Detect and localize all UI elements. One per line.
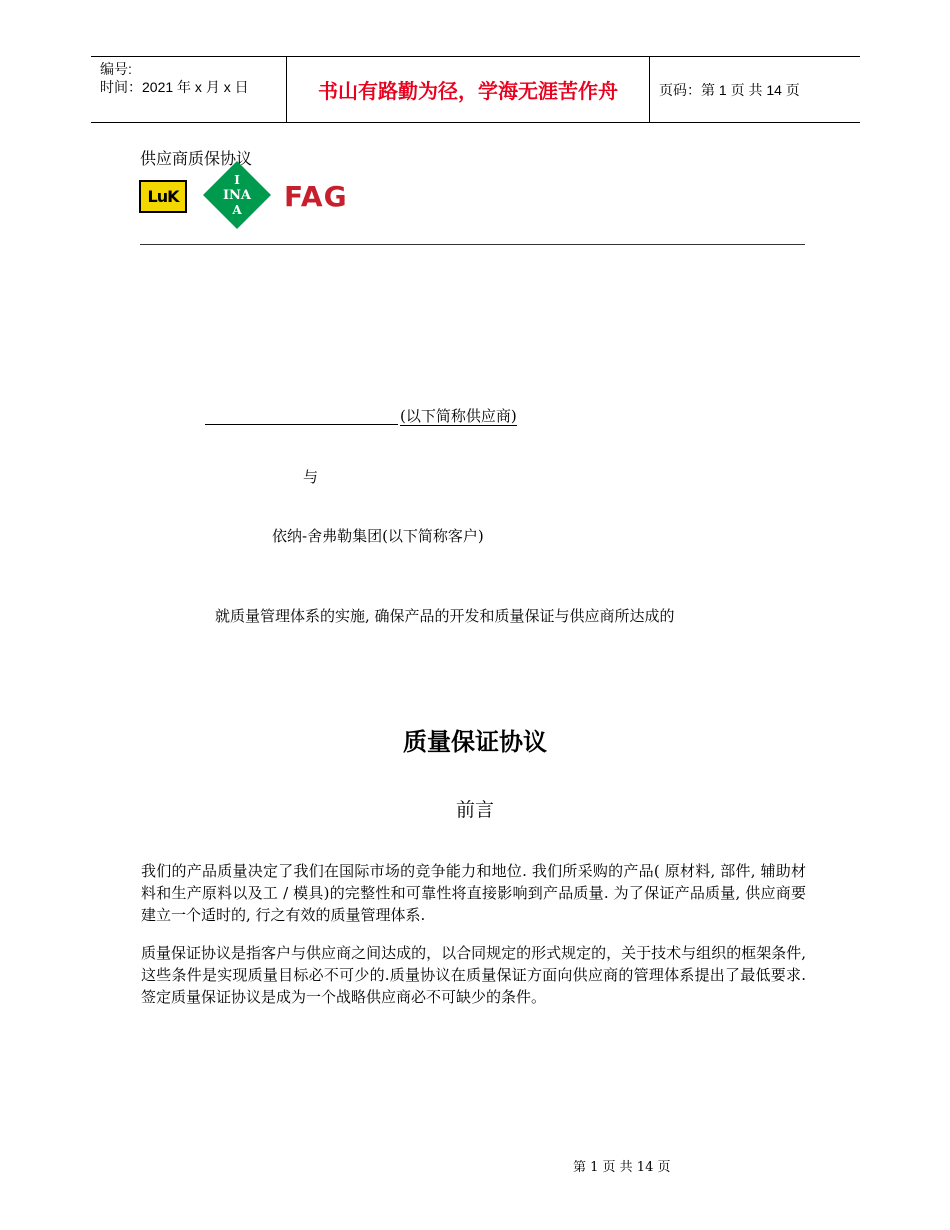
footer-page-number: 第 1 页 共 14 页 <box>573 1160 671 1175</box>
ina-logo <box>202 160 272 230</box>
body-paragraph: 质量保证协议是指客户与供应商之间达成的，以合同规定的形式规定的，关于技术与组织的框架条件, 这些条件是实现质量目标必不可少的.质量协议在质量保证方面向供应商的管理体系提出了最低要求. 签定质量保证协议是成为一个战略供应商必不可缺少的条件。 <box>141 944 806 1006</box>
document-number-label: 编号: <box>100 61 132 77</box>
with-conjunction: 与 <box>303 468 319 486</box>
agreement-purpose: 就质量管理体系的实施, 确保产品的开发和质量保证与供应商所达成的 <box>215 607 675 625</box>
header-meta <box>100 60 249 96</box>
header-page-number: 页码：第 1 页 共 14 页 <box>659 82 800 98</box>
header-motto: 书山有路勤为径，学海无涯苦作舟 <box>318 78 618 103</box>
page-title: 质量保证协议 <box>403 728 547 756</box>
supplier-label: (以下简称供应商) <box>400 407 517 425</box>
ina-logo-word: INA <box>222 188 252 203</box>
header-divider <box>649 56 650 122</box>
document-time-label: 时间：2021 年 x 月 x 日 <box>100 79 249 95</box>
fag-logo: FAG <box>284 180 348 213</box>
document-type: 供应商质保协议 <box>140 149 253 168</box>
body-paragraph: 我们的产品质量决定了我们在国际市场的竞争能力和地位. 我们所采购的产品( 原材料, 部件, 辅助材料和生产原料以及工 / 模具)的完整性和可靠性将直接影响到产品质量. 为了保证产品质量, 供应商要建立一个适时的, 行之有效的质量管理体系. <box>141 862 806 924</box>
luk-logo: LuK <box>139 180 187 213</box>
header-separator-line <box>140 244 805 245</box>
preface-heading: 前言 <box>455 799 494 821</box>
supplier-name-blank <box>205 424 398 425</box>
ina-logo-letter: I <box>234 173 240 187</box>
customer-label: 依纳-舍弗勒集团(以下简称客户) <box>272 527 484 545</box>
header-bottom-rule <box>91 122 860 123</box>
ina-logo-letter: A <box>232 203 242 217</box>
